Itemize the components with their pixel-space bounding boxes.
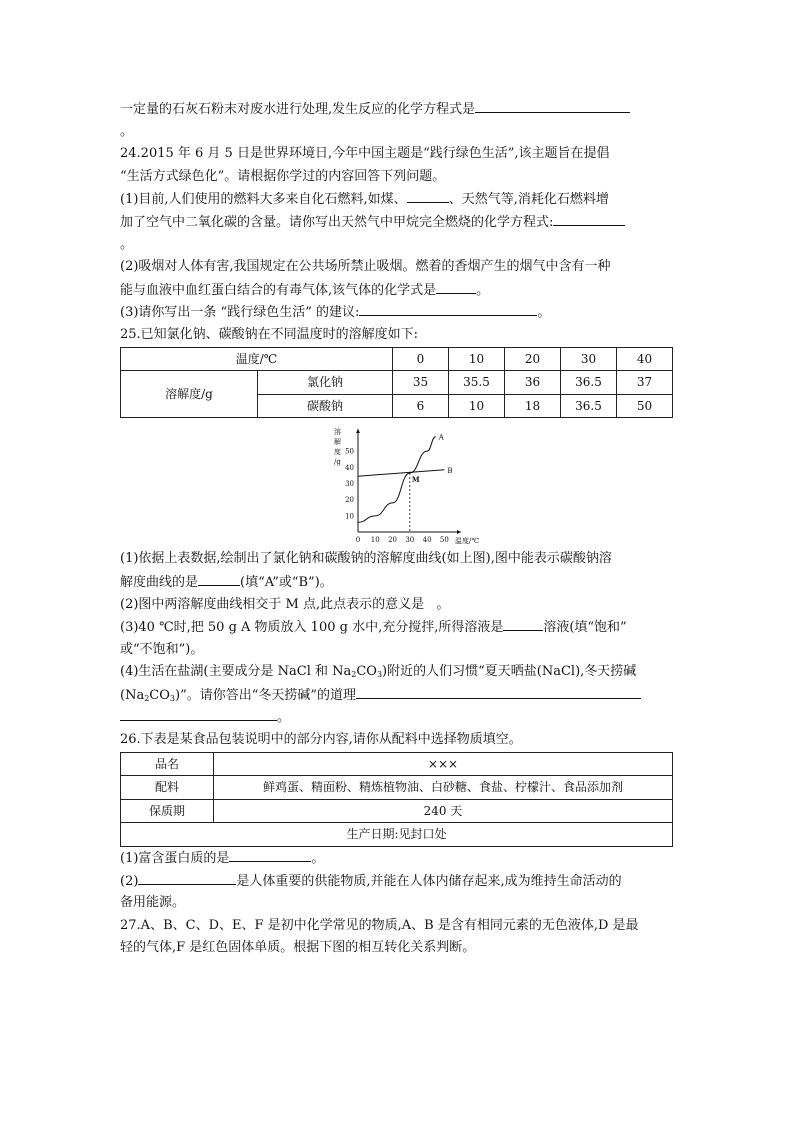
q27-line2: 轻的气体,F 是红色固体单质。根据下图的相互转化关系判断。 [120, 940, 476, 956]
q24-part2-line2: 能与血液中血红蛋白结合的有毒气体,该气体的化学式是 。 [120, 279, 676, 302]
x-tick-label: 10 [370, 536, 380, 545]
q24-intro-line2: “生活方式绿色化”。请根据你学过的内容回答下列问题。 [120, 168, 446, 184]
exam-page [120, 98, 676, 960]
temp-header: 温度/℃ [121, 347, 393, 371]
answer-blank[interactable] [198, 571, 240, 586]
q25-part4-line2: $(Na_2CO_3)$”。请你答出“冬天捞碱”的道理 [120, 684, 676, 707]
q25-part2: (2)图中两溶解度曲线相交于 M 点,此点表示的意义是 。 [120, 596, 450, 612]
chart-container [120, 418, 676, 548]
y-tick-label: 40 [345, 464, 354, 473]
solubility-table: 温度/℃ 0 10 20 30 40 溶解度/g 氯化钠 35 35.5 36 36.5 37 碳酸钠 6 10 18 36.5 50 [120, 347, 673, 419]
solubility-chart [322, 424, 482, 550]
y-axis-arrow [356, 429, 360, 433]
x-axis-arrow [457, 530, 461, 534]
answer-blank[interactable] [553, 211, 625, 226]
row-na2co3: 碳酸钠 [258, 394, 393, 418]
q25-intro: 25.已知氯化钠、碳酸钠在不同温度时的溶解度如下: [120, 326, 419, 342]
y-tick-label: 10 [345, 512, 354, 521]
q24-part2-line1: (2)吸烟对人体有害,我国规定在公共场所禁止吸烟。燃着的香烟产生的烟气中含有一种 [120, 259, 611, 275]
q25-part1-line1: (1)依据上表数据,绘制出了氯化钠和碳酸钠的溶解度曲线(如上图),图中能表示碳酸钠溶 [120, 551, 612, 567]
y-tick-label: 20 [345, 496, 354, 505]
x-axis-label: 温度/℃ [455, 537, 480, 546]
q24-part3: (3)请你写出一条 “践行绿色生活” 的建议: 。 [120, 301, 676, 324]
y-tick-label: 50 [345, 447, 354, 456]
answer-blank[interactable] [120, 706, 277, 721]
answer-blank[interactable] [359, 301, 537, 316]
q24-part1-end: 。 [120, 236, 134, 252]
y-axis-label: 度 [334, 448, 341, 457]
q23-end: 。 [120, 123, 134, 139]
q23-text: 一定量的石灰石粉末对废水进行处理,发生反应的化学方程式是 [120, 102, 476, 117]
food-label-table: 品名 ××× 配料 鲜鸡蛋、精面粉、精炼植物油、白砂糖、食盐、柠檬汁、食品添加剂 保质期 240 天 生产日期:见封口处 [120, 752, 673, 847]
answer-blank[interactable] [436, 279, 476, 294]
y-axis-label: 解 [334, 438, 341, 447]
q26-intro: 26.下表是某食品包装说明中的部分内容,请你从配料中选择物质填空。 [120, 732, 522, 748]
answer-blank[interactable] [503, 616, 543, 631]
answer-blank[interactable] [356, 684, 641, 699]
series-a-line [358, 437, 436, 523]
q25-part3-line1: (3)40 ℃时,把 50 g A 物质放入 100 g 水中,充分搅拌,所得溶液是 溶液(填“饱和” [120, 616, 676, 639]
q26-part2-line1: (2) 是人体重要的供能物质,并能在人体内储存起来,成为维持生命活动的 [120, 870, 676, 893]
q25-part4-line1: (4)生活在盐湖(主要成分是 NaCl 和 $Na_2CO_3$)附近的人们习惯“夏天晒盐(NaCl),冬天捞碱 [120, 664, 637, 680]
answer-blank[interactable] [475, 98, 630, 113]
series-b-line [358, 470, 444, 476]
answer-blank[interactable] [229, 847, 311, 862]
q25-part3-line2: 或“不饱和”)。 [120, 641, 204, 657]
q24-part1-line1: (1)目前,人们使用的燃料大多来自化石燃料,如煤、 、天然气等,消耗化石燃料增 [120, 188, 676, 211]
x-tick-label: 40 [422, 536, 432, 545]
series-b-label: B [447, 467, 453, 476]
x-tick-label: 50 [439, 536, 449, 545]
y-tick-label: 30 [345, 480, 354, 489]
solubility-header: 溶解度/g [121, 371, 258, 418]
series-a-label: A [438, 433, 444, 442]
q26-part2-line2: 备用能源。 [120, 895, 186, 911]
answer-blank[interactable] [138, 870, 236, 885]
q25-part4-line3: 。 [120, 706, 676, 729]
x-tick-label: 20 [388, 536, 398, 545]
q24-part1-line2: 加了空气中二氧化碳的含量。请你写出天然气中甲烷完全燃烧的化学方程式: [120, 211, 676, 234]
q26-part1: (1)富含蛋白质的是 。 [120, 847, 676, 870]
q23-line [120, 98, 676, 121]
y-axis-label: 溶 [334, 428, 341, 437]
y-axis-label: /g [334, 458, 341, 467]
x-tick-label: 30 [405, 536, 415, 545]
row-nacl: 氯化钠 [258, 371, 393, 395]
intersection-label: M [411, 475, 420, 485]
q24-intro-line1: 24.2015 年 6 月 5 日是世界环境日,今年中国主题是“践行绿色生活”,该主题旨在提倡 [120, 146, 610, 162]
q25-part1-line2: 解度曲线的是 (填“A”或“B”)。 [120, 571, 676, 594]
q27-line1: 27.A、B、C、D、E、F 是初中化学常见的物质,A、B 是含有相同元素的无色液体,D 是最 [120, 917, 639, 933]
answer-blank[interactable] [407, 188, 449, 203]
x-tick-label: 0 [355, 536, 361, 545]
